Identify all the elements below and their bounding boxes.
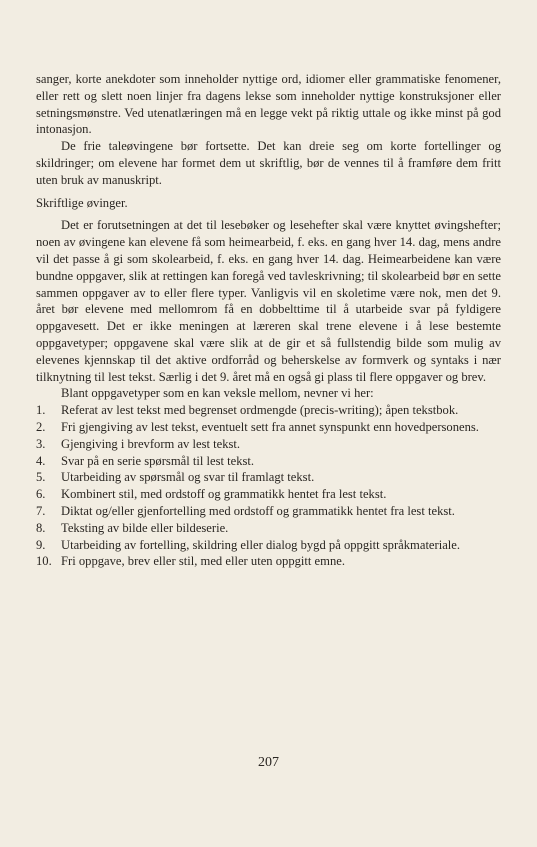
paragraph: Det er forutsetningen at det til lesebøker og lesehefter skal være knyttet øvingshefter; noen av øvingene kan elevene få som heimearbeid, f. eks. en gang hver 14. dag, mens andre vil det passe å gi som skolearbeid, f. eks. en gang hver 14. dag. Heimearbeidene kan være bundne oppgaver, slik at rettingen kan foregå ved tavleskrivning; til skolearbeid bør en sette sammen oppgaver av to eller flere typer. Vanligvis vil en skoletime være nok, men det 9. året bør elevene med mellomrom få en dobbelttime til å utarbeide svar på fyldigere oppgavesett. Det er ikke meningen at læreren skal trene elevene i å lese bestemte oppgavetyper; oppgavene skal være slik at de gir et så fullstendig bilde som mulig av elevenes kjennskap til det aktive ordforråd og beherskelse av formverk og syntaks i nær tilknytning til lest tekst. Særlig i det 9. året må en også gi plass til flere oppgaver og brev. (36, 218, 501, 384)
list-text: Kombinert stil, med ordstoff og grammatikk hentet fra lest tekst. (61, 487, 387, 502)
list-text: Fri gjengiving av lest tekst, eventuelt sett fra annet synspunkt enn hovedpersonens. (61, 419, 479, 434)
list-item (36, 503, 501, 520)
task-type-list (36, 402, 501, 570)
list-item (36, 553, 501, 570)
list-item (36, 402, 501, 419)
list-text: Utarbeiding av fortelling, skildring eller dialog bygd på oppgitt språkmateriale. (61, 537, 461, 552)
list-item (36, 453, 501, 470)
list-number: 1. (36, 403, 46, 418)
list-text: Fri oppgave, brev eller stil, med eller uten oppgitt emne. (61, 554, 345, 569)
paragraph: sanger, korte anekdoter som inneholder nyttige ord, idiomer eller grammatiske fenomener, eller rett og slett noen linjer fra dagens lekse som inneholder nyttige konstruksjoner eller setningsmønstre. Ved utenatlæringen må en legge vekt på riktig uttale og ikke minst på god intonasjon. (36, 72, 501, 137)
list-item (36, 419, 501, 436)
list-number: 7. (36, 503, 46, 518)
list-number: 2. (36, 419, 46, 434)
section-heading: Skriftlige øvinger. (36, 195, 128, 210)
list-number: 6. (36, 487, 46, 502)
list-number: 3. (36, 436, 46, 451)
list-number: 4. (36, 453, 46, 468)
list-number: 5. (36, 470, 46, 485)
list-text: Diktat og/eller gjenfortelling med ordstoff og grammatikk hentet fra lest tekst. (61, 503, 455, 518)
paragraph: De frie taleøvingene bør fortsette. Det kan dreie seg om korte fortellinger og skildringer; om elevene har formet dem ut skriftlig, bør de vennes til å framføre dem fritt uten bruk av manuskript. (36, 139, 501, 187)
list-item (36, 537, 501, 554)
list-item (36, 469, 501, 486)
list-text: Svar på en serie spørsmål til lest tekst. (61, 453, 255, 468)
list-text: Gjengiving i brevform av lest tekst. (61, 436, 241, 451)
list-number: 8. (36, 520, 46, 535)
list-text: Utarbeiding av spørsmål og svar til framlagt tekst. (61, 470, 315, 485)
paragraph: Blant oppgavetyper som en kan veksle mellom, nevner vi her: (61, 386, 374, 401)
body-text (36, 71, 501, 570)
list-item (36, 436, 501, 453)
list-item (36, 520, 501, 537)
page-number: 207 (258, 755, 279, 770)
list-item (36, 486, 501, 503)
list-number: 9. (36, 537, 46, 552)
list-text: Referat av lest tekst med begrenset ordmengde (precis-writing); åpen tekstbok. (61, 403, 459, 418)
list-number: 10. (36, 554, 52, 569)
list-text: Teksting av bilde eller bildeserie. (61, 520, 229, 535)
